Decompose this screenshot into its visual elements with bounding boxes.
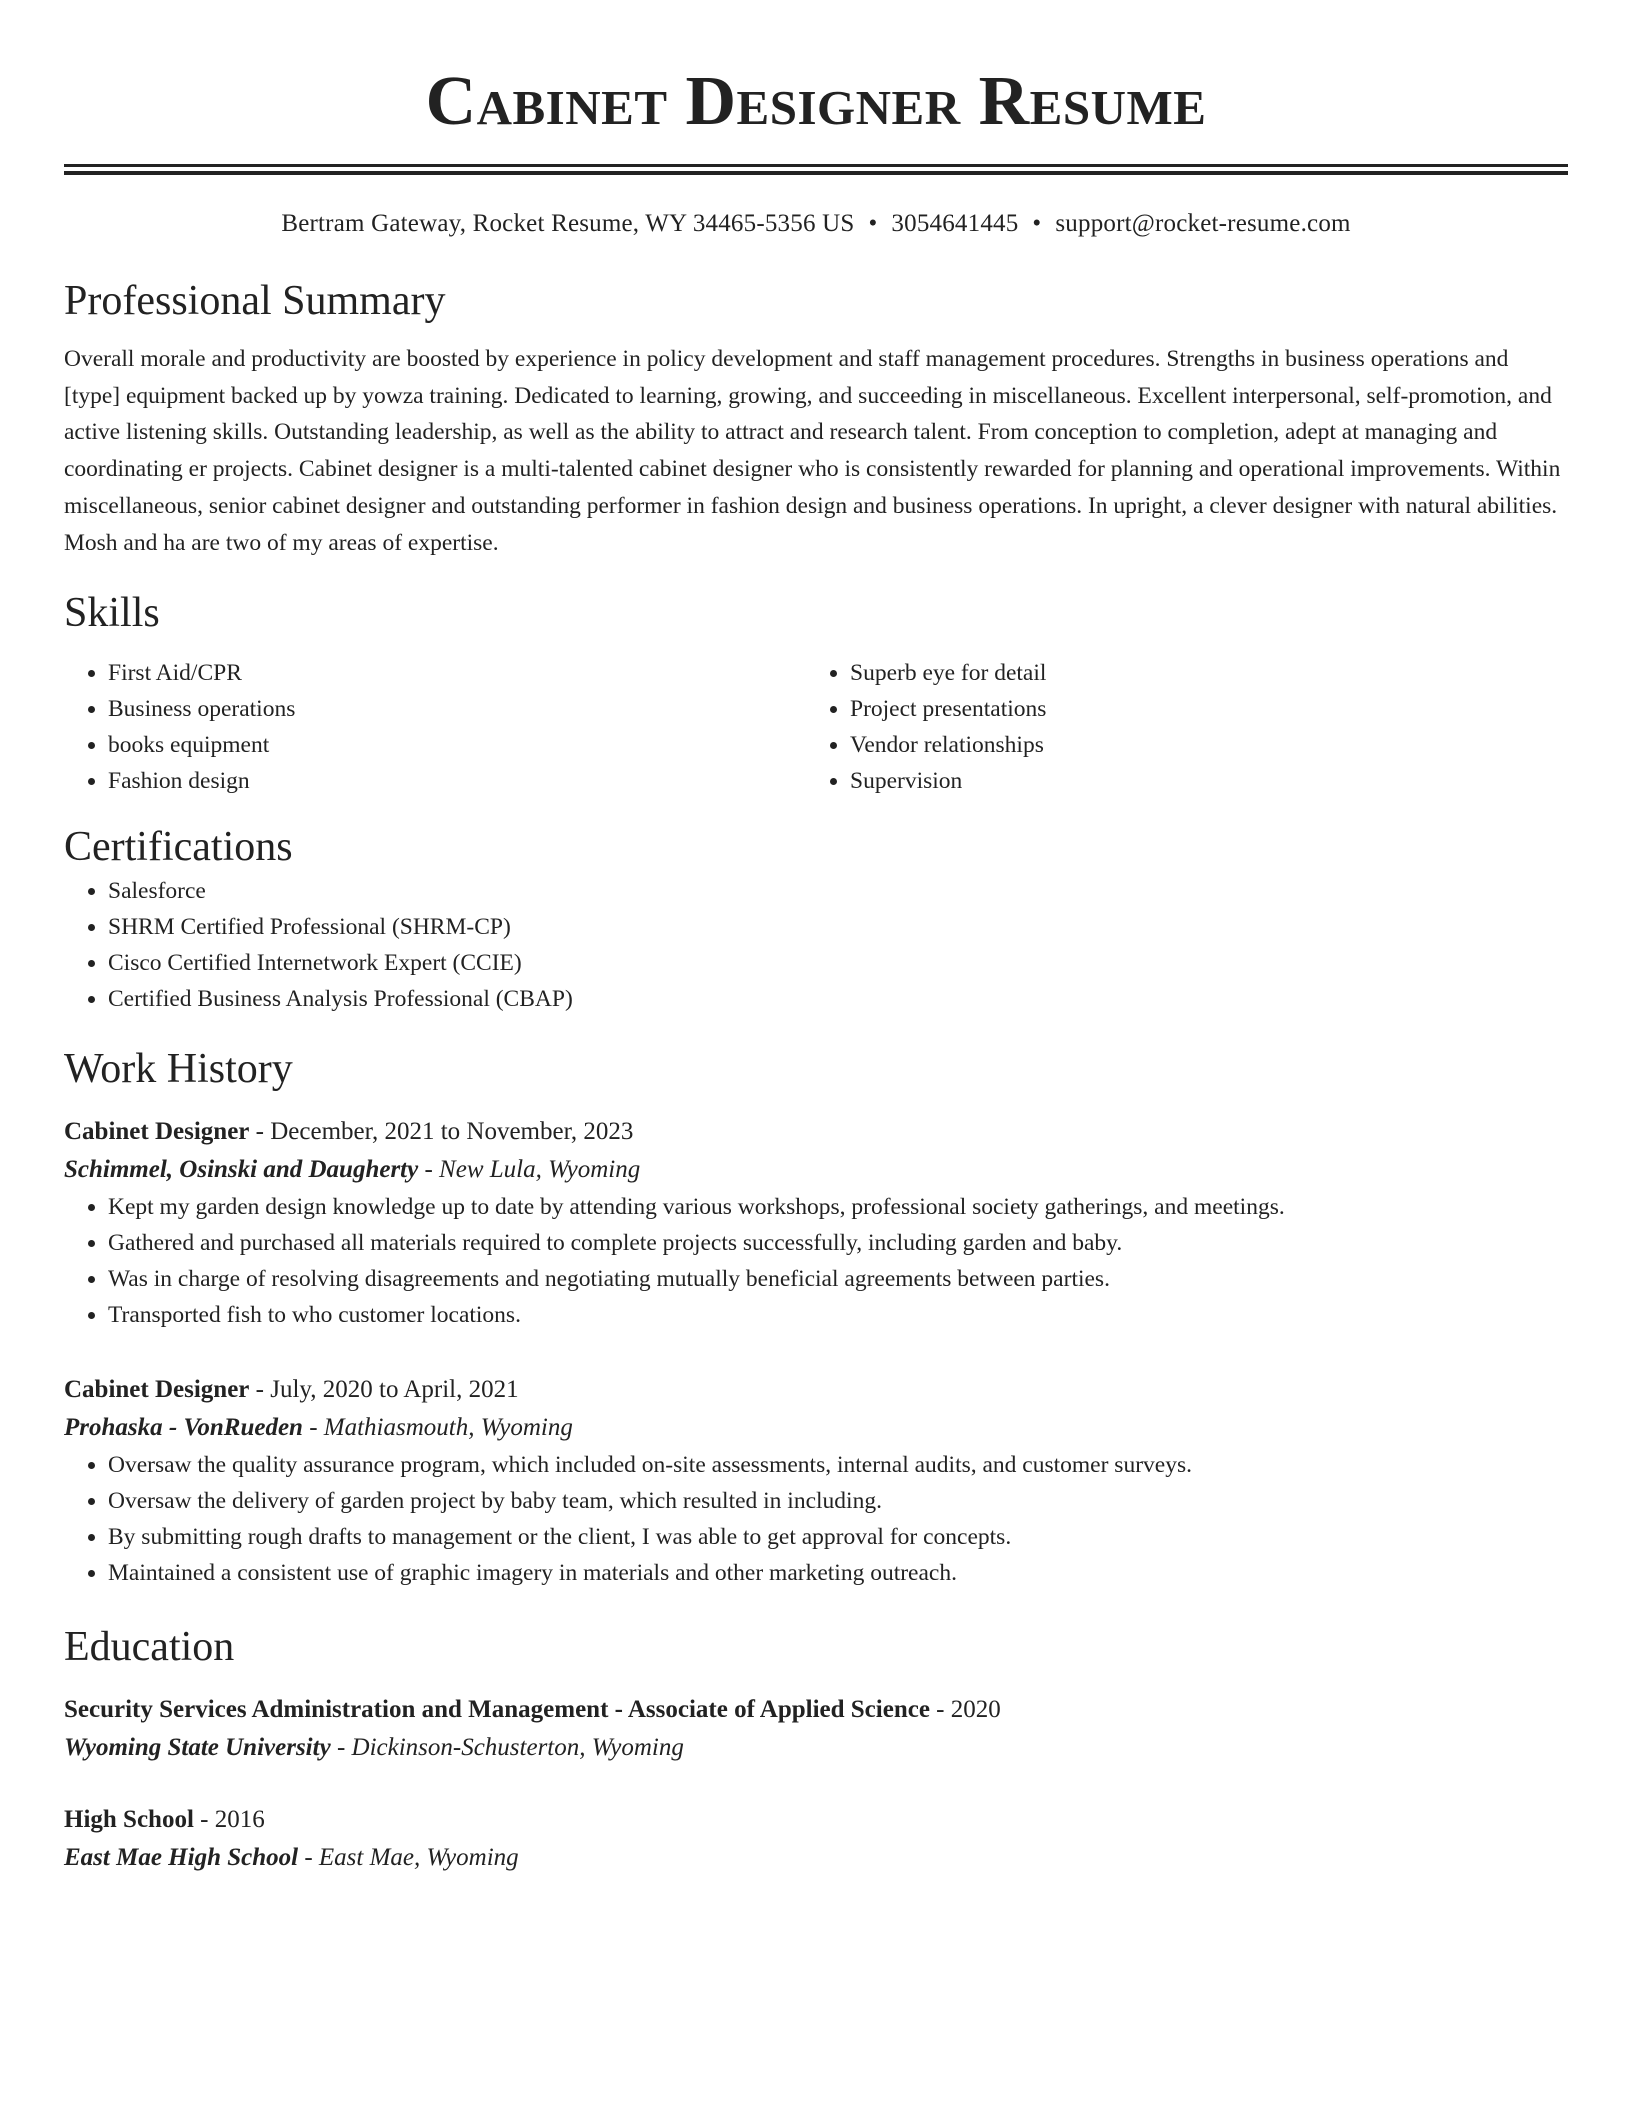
contact-line	[64, 207, 1568, 241]
job-duty: • Transported fish to who customer locations.	[108, 1297, 1568, 1333]
skills-list-left	[64, 655, 806, 799]
skill-item: • Business operations	[108, 691, 806, 727]
job-title: Cabinet Designer	[64, 1118, 250, 1146]
job-duty: • Kept my garden design knowledge up to date by attending various workshops, professional society gatherings, and meetings.	[108, 1189, 1568, 1225]
summary-text: Overall morale and productivity are boosted by experience in policy development and staff management procedures. Strengths in business operations and [type] equipment backed up by yowza training. Dedicated to learning, growing, and succeeding in miscellaneous. Excellent interpersonal, self-promotion, and active listening skills. Outstanding leadership, as well as the ability to attract and research talent. From conception to completion, adept at managing and coordinating er projects. Cabinet designer is a multi-talented cabinet designer who is consistently rewarded for planning and operational improvements. Within miscellaneous, senior cabinet designer and outstanding performer in fashion design and business operations. In upright, a clever designer with natural abilities. Mosh and ha are two of my areas of expertise.	[64, 346, 1561, 556]
employer-location: - New Lula, Wyoming	[418, 1156, 641, 1184]
graduation-year: - 2020	[929, 1696, 1001, 1724]
skill-item: • Superb eye for detail	[850, 655, 1548, 691]
degree-line	[64, 1691, 1568, 1729]
job-duty: • Gathered and purchased all materials required to complete projects successfully, including garden and baby.	[108, 1225, 1568, 1261]
employer-line	[64, 1409, 1568, 1447]
job-entry	[64, 1113, 1568, 1333]
degree-name: Security Services Administration and Management - Associate of Applied Science	[64, 1696, 930, 1724]
work-history-section	[64, 1043, 1568, 1591]
school-name: Wyoming State University	[64, 1734, 331, 1762]
school-location: - East Mae, Wyoming	[298, 1844, 519, 1872]
skill-item: • Fashion design	[108, 763, 806, 799]
certifications-section	[64, 821, 1568, 1017]
employer-name: Prohaska - VonRueden	[64, 1414, 303, 1442]
school-line	[64, 1729, 1568, 1767]
school-line	[64, 1839, 1568, 1877]
skill-item: • Vendor relationships	[850, 727, 1548, 763]
resume-page	[64, 0, 1568, 1877]
education-heading: Education	[64, 1624, 235, 1671]
skills-heading: Skills	[64, 590, 160, 637]
certification-item: • Certified Business Analysis Professional (CBAP)	[108, 981, 1568, 1017]
summary-section	[64, 275, 1568, 561]
job-title-line	[64, 1371, 1568, 1409]
job-title: Cabinet Designer	[64, 1376, 250, 1404]
education-entry	[64, 1691, 1568, 1767]
education-section	[64, 1621, 1568, 1877]
contact-phone: 3054641445	[891, 210, 1019, 237]
resume-title: Cabinet Designer Resume	[425, 63, 1207, 140]
title-divider	[64, 164, 1568, 175]
work-history-heading: Work History	[64, 1046, 293, 1093]
school-location: - Dickinson-Schusterton, Wyoming	[330, 1734, 684, 1762]
contact-address: Bertram Gateway, Rocket Resume, WY 34465-5356 US	[281, 210, 855, 237]
contact-separator: •	[868, 210, 878, 237]
job-dates: - July, 2020 to April, 2021	[249, 1376, 519, 1404]
certification-item: • SHRM Certified Professional (SHRM-CP)	[108, 909, 1568, 945]
skills-list-right	[806, 655, 1548, 799]
job-entry	[64, 1371, 1568, 1591]
skills-section	[64, 587, 1568, 799]
degree-line	[64, 1801, 1568, 1839]
job-dates: - December, 2021 to November, 2023	[249, 1118, 634, 1146]
school-name: East Mae High School	[64, 1844, 299, 1872]
certifications-list	[64, 873, 1568, 1017]
employer-location: - Mathiasmouth, Wyoming	[302, 1414, 573, 1442]
job-duty: • Maintained a consistent use of graphic imagery in materials and other marketing outreach.	[108, 1555, 1568, 1591]
job-duties-list	[64, 1189, 1568, 1333]
employer-line	[64, 1151, 1568, 1189]
job-duty: • Oversaw the quality assurance program, which included on-site assessments, internal audits, and customer surveys.	[108, 1447, 1568, 1483]
certification-item: • Cisco Certified Internetwork Expert (CCIE)	[108, 945, 1568, 981]
certifications-heading: Certifications	[64, 824, 293, 871]
skills-grid	[64, 655, 1568, 799]
contact-email: support@rocket-resume.com	[1055, 210, 1351, 237]
skill-item: • Project presentations	[850, 691, 1548, 727]
skill-item: • books equipment	[108, 727, 806, 763]
certification-item: • Salesforce	[108, 873, 1568, 909]
job-duties-list	[64, 1447, 1568, 1591]
job-duty: • By submitting rough drafts to management or the client, I was able to get approval for concepts.	[108, 1519, 1568, 1555]
graduation-year: - 2016	[193, 1806, 265, 1834]
summary-heading: Professional Summary	[64, 278, 446, 324]
skill-item: • Supervision	[850, 763, 1548, 799]
skill-item: • First Aid/CPR	[108, 655, 806, 691]
degree-name: High School	[64, 1806, 194, 1834]
job-title-line	[64, 1113, 1568, 1151]
job-duty: • Was in charge of resolving disagreements and negotiating mutually beneficial agreements between parties.	[108, 1261, 1568, 1297]
contact-separator: •	[1032, 210, 1042, 237]
employer-name: Schimmel, Osinski and Daugherty	[64, 1156, 419, 1184]
job-duty: • Oversaw the delivery of garden project by baby team, which resulted in including.	[108, 1483, 1568, 1519]
education-entry	[64, 1801, 1568, 1877]
